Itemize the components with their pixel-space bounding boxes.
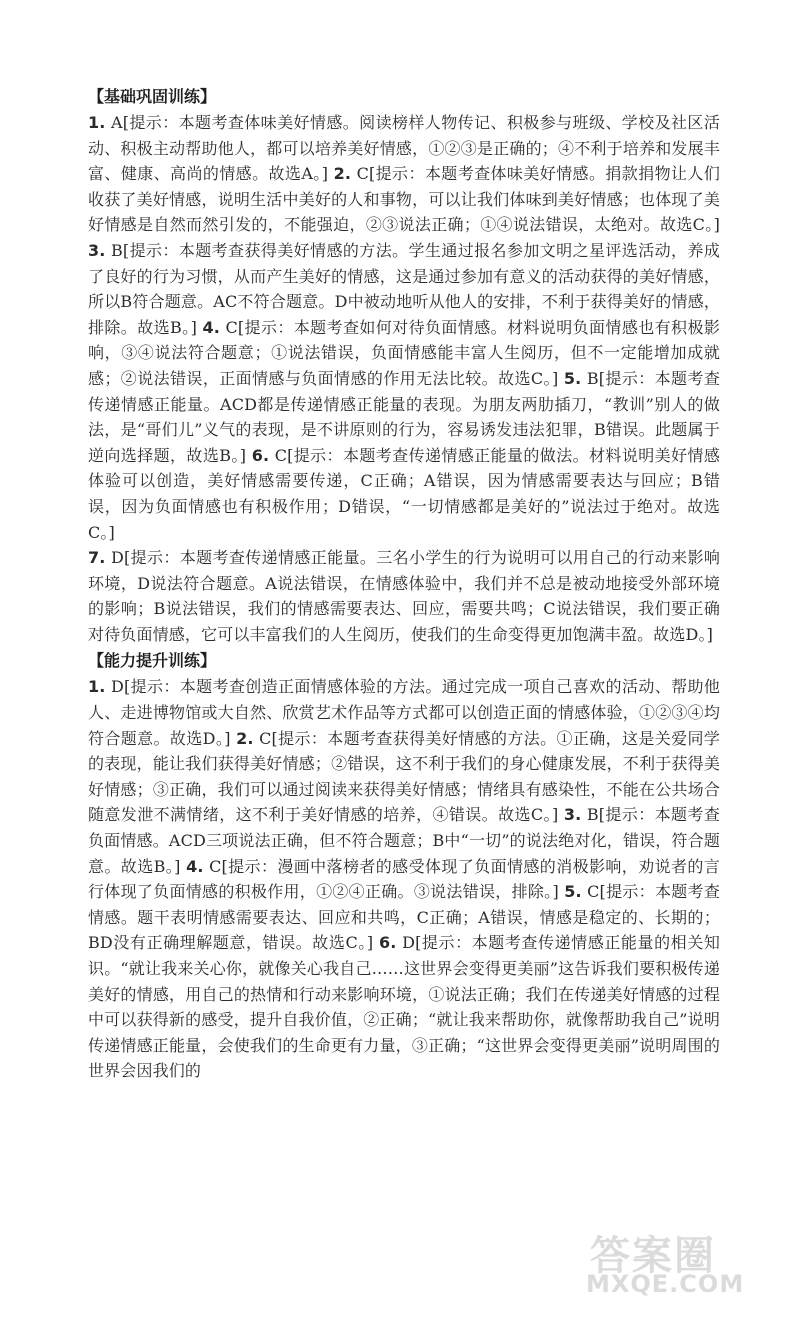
question-number: 6. (378, 933, 397, 953)
answer-paragraph-advanced (88, 674, 720, 1084)
question-number: 2. (236, 728, 254, 748)
answer-page (88, 84, 720, 1084)
question-number: 5. (563, 368, 582, 388)
answer-text: C[提示：本题考查如何对待负面情感。材料说明负面情感也有积极影响，③④说法符合题意；①说法错误，负面情感能丰富人生阅历，但不一定能增加成就感；②说法错误，正面情感与负面情感的作用无法比较。故选C。] (88, 317, 720, 388)
answer-text: B[提示：本题考查获得美好情感的方法。学生通过报名参加文明之星评选活动，养成了良好的行为习惯，从而产生美好的情感，这是通过参加有意义的活动获得的美好情感，所以B符合题意。AC不符合题意。D中被动地听从他人的安排，不利于获得美好的情感，排除。故选B。] (88, 240, 720, 337)
watermark-url: MXQE.COM (586, 1270, 745, 1298)
answer-text: C[提示：本题考查情感。题干表明情感需要表达、回应和共鸣，C正确；A错误，情感是稳定的、长期的；BD没有正确理解题意，错误。故选C。] (88, 882, 720, 953)
question-number: 4. (186, 856, 204, 876)
question-number: 6. (251, 445, 270, 465)
answer-paragraph-basic-1 (88, 110, 720, 545)
answer-text: D[提示：本题考查传递情感正能量。三名小学生的行为说明可以用自己的行动来影响环境，D说法符合题意。A说法错误，在情感体验中，我们并不总是被动地接受外部环境的影响；B说法错误，我们的情感需要表达、回应，需要共鸣；C说法错误，我们要正确对待负面情感，它可以丰富我们的人生阅历，使我们的生命变得更加饱满丰盈。故选D。] (88, 548, 720, 644)
question-number: 5. (564, 882, 582, 902)
answer-text: A[提示：本题考查体味美好情感。阅读榜样人物传记、积极参与班级、学校及社区活动、积极主动帮助他人，都可以培养美好情感，①②③是正确的；④不利于培养和发展丰富、健康、高尚的情感。故选A。] (88, 113, 720, 184)
answer-text: B[提示：本题考查负面情感。ACD三项说法正确，但不符合题意；B中“一切”的说法绝对化，错误，符合题意。故选B。] (88, 805, 720, 876)
section-title-basic: 【基础巩固训练】 (88, 87, 217, 106)
section-title-advanced: 【能力提升训练】 (88, 651, 217, 671)
question-number: 3. (563, 805, 582, 825)
answer-text: D[提示：本题考查创造正面情感体验的方法。通过完成一项自己喜欢的活动、帮助他人、走进博物馆或大自然、欣赏艺术作品等方式都可以创造正面的情感体验，①②③④均符合题意。故选D。] (88, 677, 720, 748)
answer-paragraph-basic-7 (88, 545, 720, 647)
question-number: 2. (333, 164, 352, 184)
question-number: 3. (88, 240, 106, 260)
question-number: 4. (202, 317, 220, 337)
watermark-logo-text: 答案圈 (590, 1233, 716, 1279)
answer-text: D[提示：本题考查传递情感正能量的相关知识。“就让我来关心你，就像关心我自己……这世界会变得更美丽”这告诉我们要积极传递美好的情感，用自己的热情和行动来影响环境，①说法正确；我们在传递美好情感的过程中可以获得新的感受，提升自我价值，②正确；“就让我来帮助你，就像帮助我自己”说明传递情感正能量，会使我们的生命更有力量，③正确；“这世界会变得更美丽”说明周围的世界会因我们的 (88, 933, 720, 1081)
answer-text: C[提示：本题考查获得美好情感的方法。①正确，这是关爱同学的表现，能让我们获得美好情感；②错误，这不利于我们的身心健康发展，不利于获得美好情感；③正确，我们可以通过阅读来获得美好情感；情绪具有感染性，不能在公共场合随意发泄不满情绪，这不利于美好情感的培养，④错误。故选C。] (88, 728, 720, 825)
answer-text: B[提示：本题考查传递情感正能量。ACD都是传递情感正能量的表现。为朋友两肋插刀，“教训”别人的做法，是“哥们儿”义气的表现，是不讲原则的行为，容易诱发违法犯罪，B错误。此题属于逆向选择题，故选B。] (88, 368, 720, 465)
question-number: 7. (88, 548, 106, 568)
answer-text: C[提示：本题考查体味美好情感。捐款捐物让人们收获了美好情感，说明生活中美好的人和事物，可以让我们体味到美好情感；也体现了美好情感是自然而然引发的，不能强迫，②③说法正确；①④说法错误，太绝对。故选C。] (88, 164, 720, 235)
site-watermark (586, 1224, 776, 1302)
question-number: 1. (88, 113, 106, 132)
answer-text: C[提示：漫画中落榜者的感受体现了负面情感的消极影响，劝说者的言行体现了负面情感的积极作用，①②④正确。③说法错误，排除。] (88, 856, 720, 902)
answer-text: C[提示：本题考查传递情感正能量的做法。材料说明美好情感体验可以创造，美好情感需要传递，C正确；A错误，因为情感需要表达与回应；B错误，因为负面情感也有积极作用；D错误，“一切情感都是美好的”说法过于绝对。故选C。] (88, 445, 720, 542)
question-number: 1. (88, 677, 106, 697)
